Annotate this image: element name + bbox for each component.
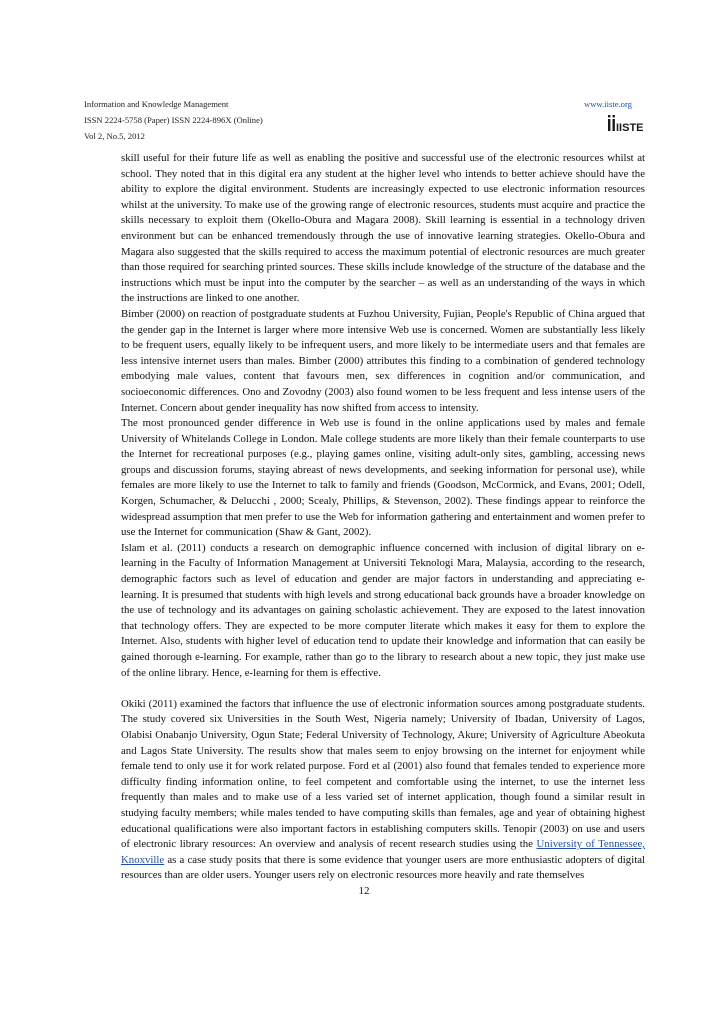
university-tennessee-link[interactable]: University of Tennessee, Knoxville xyxy=(121,838,645,866)
logo-text: IISTE xyxy=(616,122,644,134)
okiki-text-start: Okiki (2011) examined the factors that influence the use of electronic information sources among postgraduate students. The study covered six Universities in the South West, Nigeria namely; University of Ibadan, University of Lagos, Olabisi Onabanjo University, Ogun State; Federal University of Technology, Akure; University of Agriculture Abeokuta and Lagos State University. The results show that males seem to enjoy browsing on the internet for enjoyment while female tend to only use it for work related purpose. Ford et al (2001) also found that females tended to experience more difficulty finding information online, to feel competent and comfortable using the internet, to use the internet less frequently than males and to make use of a less varied set of internet application, though found a similar result in studying faculty members; while males tended to have computing skills than females, age and year of obtaining highest educational qualifications were also important factors in establishing computers skills. Tenopir (2003) on use and users of electronic library resources: An overview and analysis of recent research studies using the xyxy=(121,697,645,851)
volume-line: Vol 2, No.5, 2012 xyxy=(84,131,145,141)
okiki-text-end: as a case study posits that there is some evidence that younger users are more enthusiastic adopters of digital resources than are older users. Younger users rely on electronic resources more heavily and rate themselves xyxy=(121,853,645,882)
article-body xyxy=(121,151,645,884)
journal-title: Information and Knowledge Management xyxy=(84,99,229,109)
paragraph-skills: skill useful for their future life as well as enabling the positive and successful use of the electronic resources whilst at school. They noted that in this digital era any student at the higher level who intends to better achieve should have the ability to explore the digital environment. Students are increasingly expected to use electronic information resources whilst at the university. To make use of the growing range of electronic resources, students must acquire and practice the skills necessary to exploit them (Okello-Obura and Magara 2008). Skill learning is essential in a technology driven environment but can be enhanced tremendously through the use of innovative learning strategies. Okello-Obura and Magara also suggested that the skills required to access the maximum potential of electronic resources are much greater than those required for searching printed sources. These skills include knowledge of the structure of the database and the instructions which must be input into the computer by the searcher – as well as an understanding of the ways in which the instructions are linked to one another. xyxy=(121,152,645,305)
iiste-logo-icon xyxy=(606,112,644,134)
journal-url-link[interactable]: www.iiste.org xyxy=(584,99,632,109)
issn-line: ISSN 2224-5758 (Paper) ISSN 2224-896X (Online) xyxy=(84,115,263,125)
page-header xyxy=(84,96,644,144)
paragraph-okiki xyxy=(121,697,645,884)
paragraph-islam: Islam et al. (2011) conducts a research on demographic influence concerned with inclusion of digital library on e-learning in the Faculty of Information Management at Universiti Teknologi Mara, Malaysia, according to the research, demographic factors such as level of education and gender are major factors in understanding and appreciating e-learning. It is presumed that students with high levels and strong educational back grounds have a broader knowledge on the use of technology and its advantages on gaining scholastic achievement. They are exposed to the latest innovation that technology offers. They are expected to be more computer literate which makes it easy for them to explore the Internet. Also, students with higher level of education tend to update their knowledge and information that can easily be gained thorough e-learning. For example, rather than go to the library to research about a new topic, they just make use of the online library. Hence, e-learning for them is effective. xyxy=(121,541,645,679)
page-number: 12 xyxy=(358,885,370,897)
paragraph-gender-difference: The most pronounced gender difference in Web use is found in the online applications used by males and female University of Whitelands College in London. Male college students are more likely than their female counterparts to use the Internet for recreational purposes (e.g., playing games online, visiting adult-only sites, gambling, accessing news groups and discussion forums, staying abreast of news developments, and seeking information for personal use), while females are more likely to use the Internet to talk to family and friends (Goodson, McCormick, and Evans, 2001; Odell, Korgen, Schumacher, & Delucchi , 2000; Scealy, Phillips, & Stevenson, 2002). These findings appear to reinforce the widespread assumption that men prefer to use the Web for information gathering and entertainment and women prefer to use the Internet for communication (Shaw & Gant, 2002). xyxy=(121,417,645,539)
paragraph-bimber: Bimber (2000) on reaction of postgraduate students at Fuzhou University, Fujian, People's Republic of China argued that the gender gap in the Internet is larger where more intensive Web use is concerned. Women are substantially less likely to be frequent users, equally likely to be infrequent users, and more likely to be intermediate users and that females are less intensive internet users than males. Bimber (2000) attributes this finding to a combination of gendered technology embodying male values, content that favours men, sex differences in cognition and/or communication, and socioeconomic differences. Ono and Zovodny (2003) also found women to be less frequent and less intense users of the Internet. Concern about gender inequality has now shifted from access to intensity. xyxy=(121,307,645,414)
